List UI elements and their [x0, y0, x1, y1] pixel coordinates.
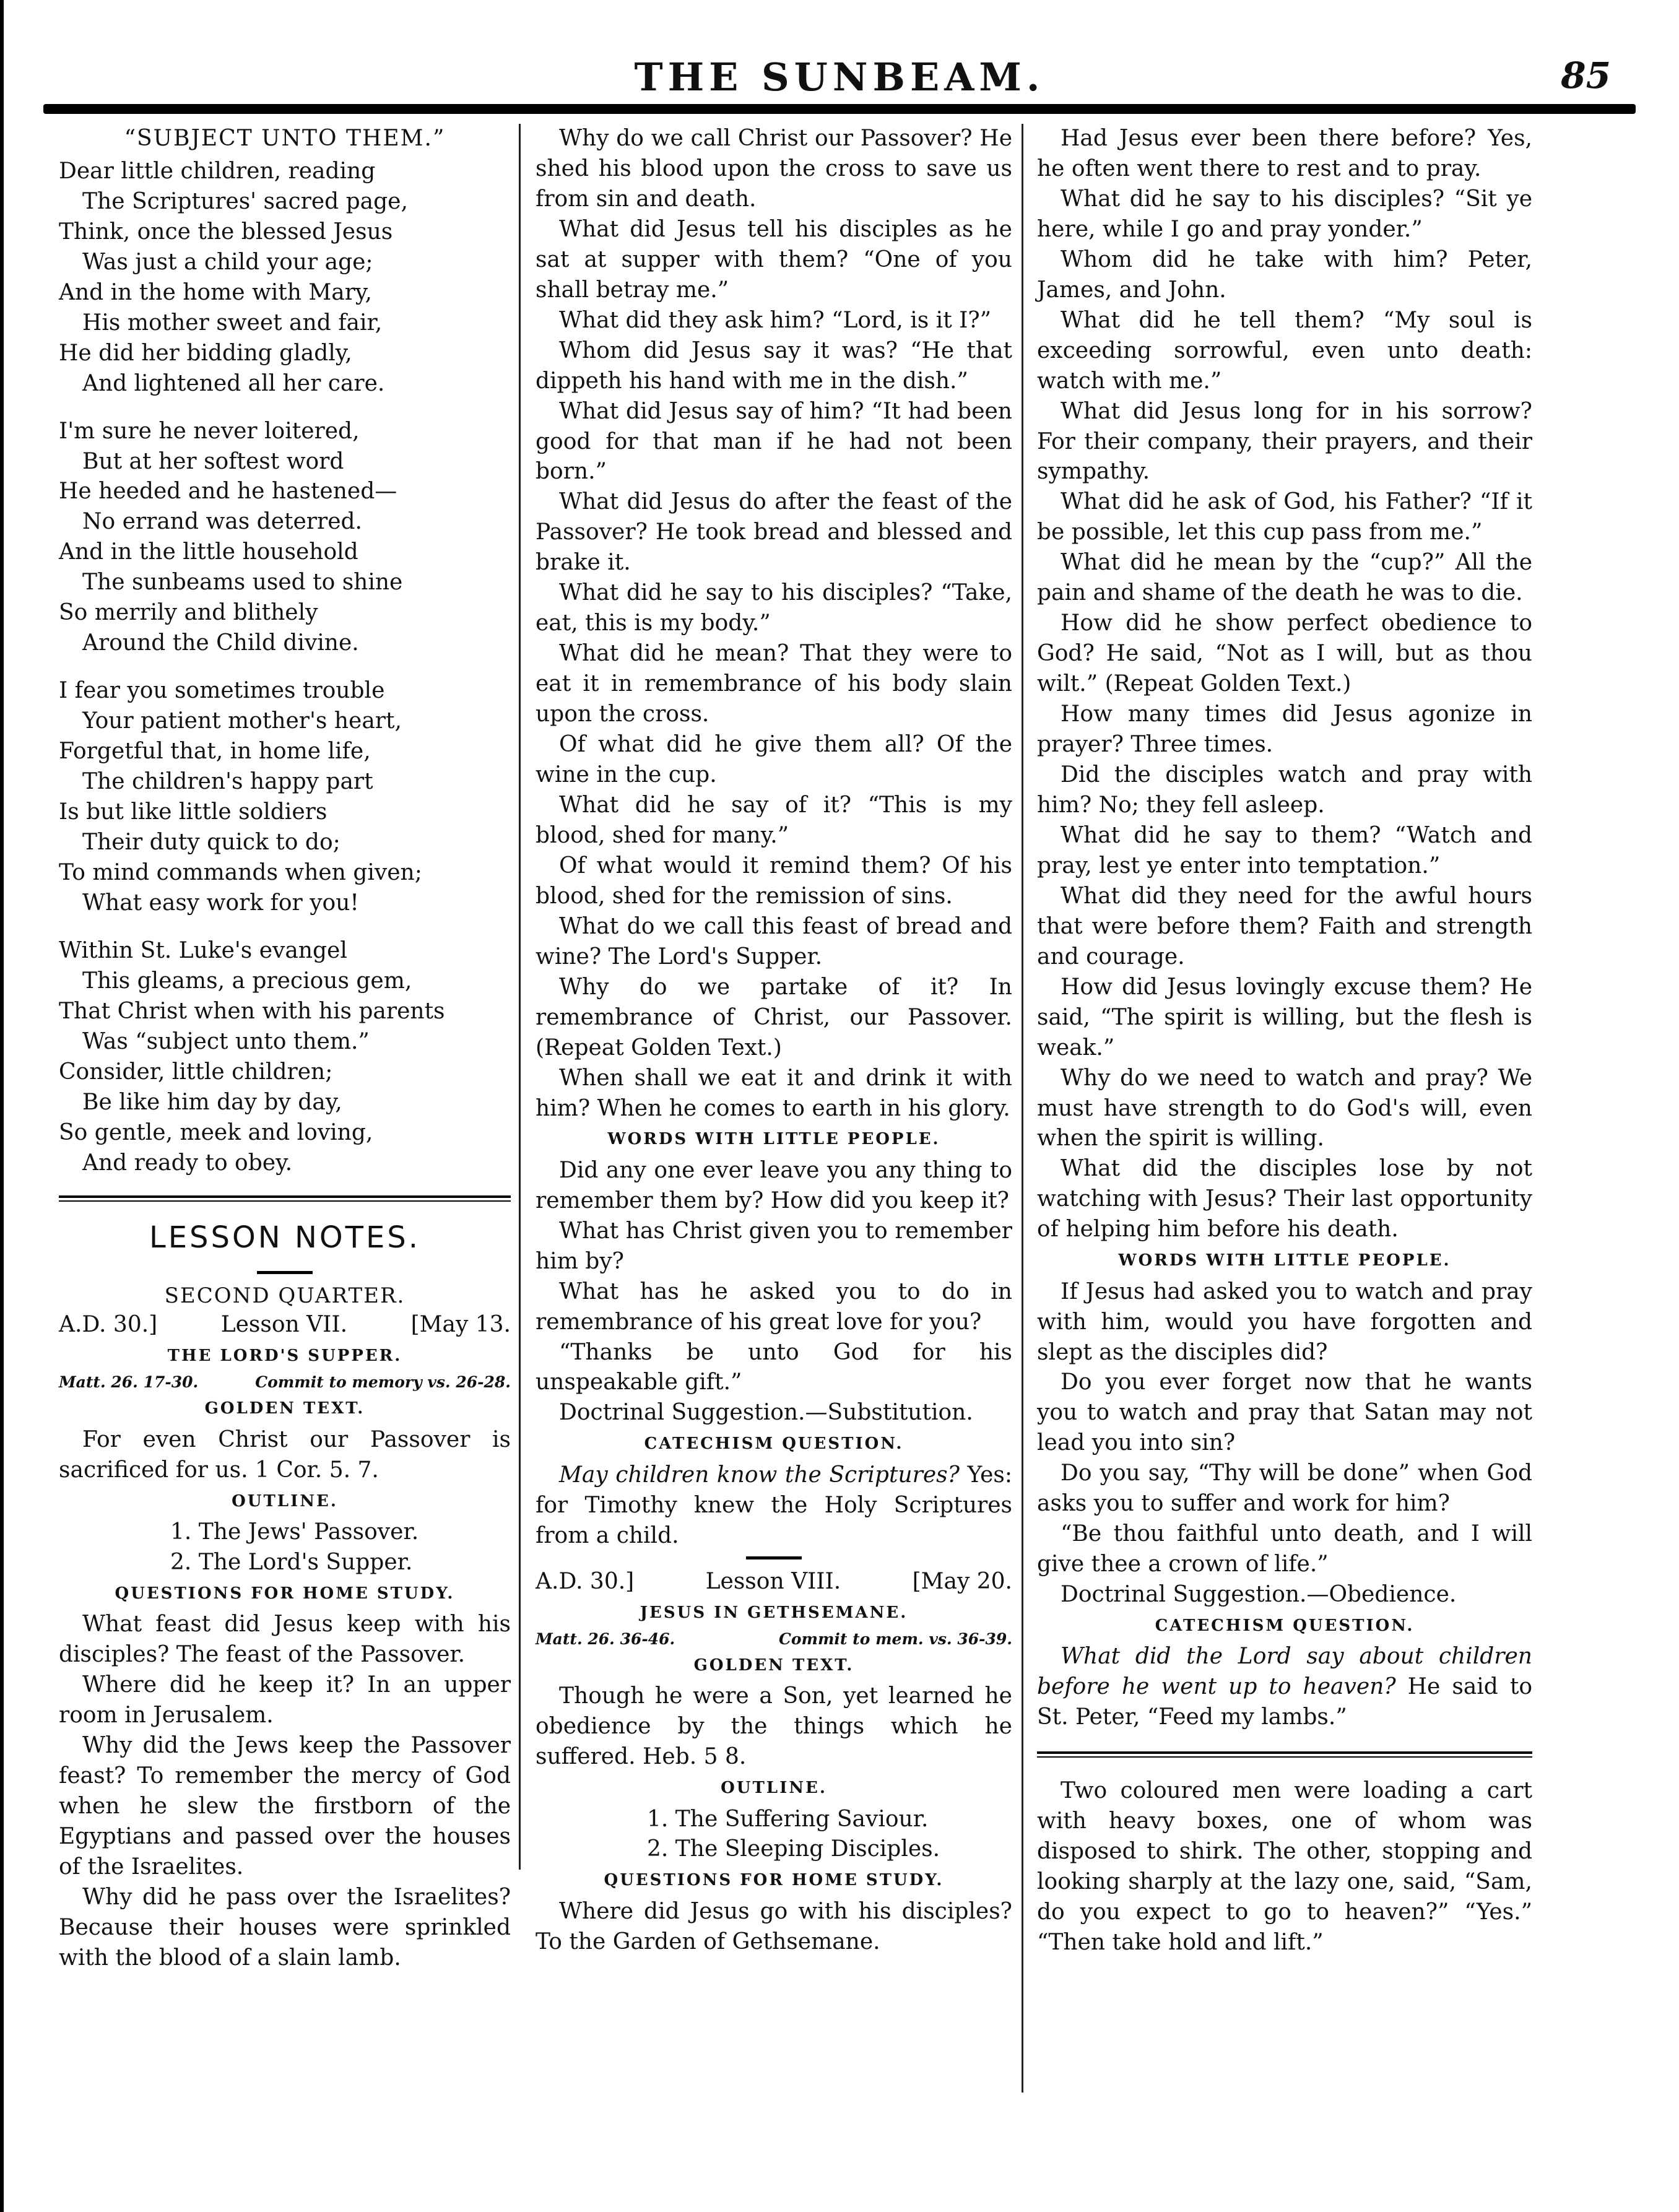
poem-stanza [59, 676, 511, 919]
lesson-8-memory-ref: Commit to mem. vs. 36-39. [778, 1629, 1012, 1648]
poem-line: This gleams, a precious gem, [82, 968, 412, 994]
words-item: Do you say, “Thy will be done” when God asks you to suffer and work for him? [1037, 1460, 1532, 1517]
lesson-notes-heading: LESSON NOTES. [149, 1220, 420, 1256]
question: What did Jesus long for in his sorrow? For their company, their prayers, and their sympathy. [1037, 398, 1532, 485]
poem-line: I fear you sometimes trouble [59, 678, 385, 704]
poem-line: I'm sure he never loitered, [59, 418, 360, 444]
poem-title: “SUBJECT UNTO THEM.” [124, 126, 446, 151]
poem-line: Forgetful that, in home life, [59, 739, 371, 765]
lesson-7-memory-ref: Commit to memory vs. 26-28. [255, 1373, 511, 1392]
lesson-7-questions-col2 [536, 124, 1012, 1124]
poem-line: And in the home with Mary, [59, 279, 372, 305]
questions-label: QUESTIONS FOR HOME STUDY. [115, 1584, 455, 1603]
lesson-8-date-right: [May 20. [912, 1568, 1012, 1594]
question: Whom did Jesus say it was? “He that dippeth his hand with me in the dish.” [536, 337, 1012, 394]
doctrinal-suggestion: Doctrinal Suggestion.—Substitution. [559, 1400, 973, 1426]
question: What did Jesus do after the feast of the Passover? He took bread and blessed and brake it. [536, 489, 1012, 576]
catechism-answer: Yes: for Timothy knew the Holy Scriptures from a child. [536, 1462, 1012, 1548]
quarter-heading: SECOND QUARTER. [164, 1283, 406, 1308]
poem-stanza [59, 157, 511, 399]
poem-line: Think, once the blessed Jesus [59, 219, 393, 245]
golden-text-label: GOLDEN TEXT. [693, 1655, 854, 1675]
question: What did he tell them? “My soul is exceeding sorrowful, even unto death: watch with me.” [1037, 307, 1532, 394]
poem-line: Around the Child divine. [82, 630, 359, 656]
question: What did they need for the awful hours that were before them? Faith and strength and courage. [1037, 883, 1532, 969]
header-rule [43, 104, 1636, 114]
lesson-7-reference [59, 1372, 511, 1393]
poem-line: His mother sweet and fair, [82, 310, 383, 336]
poem-line: Your patient mother's heart, [82, 708, 402, 734]
poem-stanza [59, 417, 511, 659]
poem-line: And in the little household [59, 539, 358, 565]
lesson-7-words [536, 1156, 1012, 1429]
outline-label: OUTLINE. [721, 1779, 827, 1798]
lesson-8-scripture-ref: Matt. 26. 36-46. [536, 1629, 675, 1648]
question: Why do we partake of it? In remembrance of Christ, our Passover. (Repeat Golden Text.) [536, 974, 1012, 1060]
poem-stanza [59, 936, 511, 1179]
question: Whom did he take with him? Peter, James, and John. [1037, 246, 1532, 303]
page-number: 85 [1561, 54, 1611, 97]
poem-line: But at her softest word [82, 448, 344, 474]
lesson-7-questions-col1 [59, 1610, 511, 1973]
golden-text-label: GOLDEN TEXT. [204, 1399, 365, 1418]
poem-line: The Scriptures' sacred page, [82, 188, 408, 214]
catechism-question: What did the Lord say about children before he went up to heaven? [1037, 1644, 1532, 1700]
catechism-label: CATECHISM QUESTION. [644, 1434, 904, 1454]
poem-line: Was “subject unto them.” [82, 1028, 370, 1054]
poem-line: The children's happy part [82, 769, 373, 795]
words-item: If Jesus had asked you to watch and pray with him, would you have forgotten and slept as the disciples did? [1037, 1278, 1532, 1365]
question: Did the disciples watch and pray with him? No; they fell asleep. [1037, 762, 1532, 818]
short-rule [746, 1556, 802, 1559]
words-item: “Be thou faithful unto death, and I will give thee a crown of life.” [1037, 1521, 1532, 1577]
poem-line: Dear little children, reading [59, 158, 376, 184]
poem-line: Within St. Luke's evangel [59, 937, 347, 963]
words-item: What has he asked you to do in remembrance of his great love for you? [536, 1278, 1012, 1335]
poem [59, 157, 511, 1179]
question: How did he show perfect obedience to God? He said, “Not as I will, but as thou wilt.” (Repeat Golden Text.) [1037, 610, 1532, 697]
catechism-answer: He said to St. Peter, “Feed my lambs.” [1037, 1674, 1532, 1730]
catechism [1037, 1642, 1532, 1733]
question: What did the disciples lose by not watching with Jesus? Their last opportunity of helping him before his death. [1037, 1156, 1532, 1243]
question: Of what did he give them all? Of the wine in the cup. [536, 732, 1012, 788]
poem-line: That Christ when with his parents [59, 998, 445, 1024]
section-rule [1037, 1751, 1532, 1758]
lesson-7-line [59, 1310, 511, 1340]
words-label: WORDS WITH LITTLE PEOPLE. [607, 1130, 940, 1149]
column-divider [519, 124, 521, 1870]
outline-item: 1. The Suffering Saviour. [647, 1806, 929, 1832]
words-item: Do you ever forget now that he wants you to watch and pray that Satan may not lead you into sin? [1037, 1369, 1532, 1456]
poem-line: He did her bidding gladly, [59, 340, 352, 366]
question: Of what would it remind them? Of his blood, shed for the remission of sins. [536, 852, 1012, 909]
short-rule [257, 1271, 313, 1274]
newspaper-title: THE SUNBEAM. [634, 54, 1045, 100]
question: What did he say to his disciples? “Take, eat, this is my body.” [536, 580, 1012, 636]
lesson-8-reference [536, 1629, 1012, 1650]
lesson-8-line [536, 1567, 1012, 1597]
poem-line: And ready to obey. [82, 1150, 293, 1176]
question: What did he mean? That they were to eat it in remembrance of his body slain upon the cross. [536, 641, 1012, 727]
question: What did they ask him? “Lord, is it I?” [559, 307, 992, 333]
lesson-7-date-right: [May 13. [410, 1311, 511, 1337]
poem-line: What easy work for you! [82, 890, 359, 916]
question: How many times did Jesus agonize in prayer? Three times. [1037, 701, 1532, 758]
poem-line: He heeded and he hastened— [59, 479, 397, 505]
lesson-8-words [1037, 1277, 1532, 1610]
question: What did he say to them? “Watch and pray, lest ye enter into temptation.” [1037, 822, 1532, 878]
page-edge [0, 0, 4, 2212]
poem-line: So merrily and blithely [59, 600, 318, 626]
poem-line: Was just a child your age; [82, 249, 373, 275]
doctrinal-suggestion: Doctrinal Suggestion.—Obedience. [1061, 1582, 1457, 1608]
poem-line: To mind commands when given; [59, 859, 422, 885]
outline-label: OUTLINE. [232, 1491, 338, 1511]
lesson-8-topic: JESUS IN GETHSEMANE. [640, 1603, 908, 1622]
question: What did he say of it? “This is my blood, shed for many.” [536, 792, 1012, 848]
lesson-8-number: Lesson VIII. [705, 1568, 841, 1594]
poem-line: The sunbeams used to shine [82, 570, 403, 596]
lesson-7-topic: THE LORD'S SUPPER. [167, 1346, 402, 1365]
words-label: WORDS WITH LITTLE PEOPLE. [1118, 1251, 1451, 1270]
question: What feast did Jesus keep with his disciples? The feast of the Passover. [59, 1611, 511, 1668]
column-1 [59, 124, 511, 2101]
poem-line: Is but like little soldiers [59, 799, 328, 825]
question: When shall we eat it and drink it with him? When he comes to earth in his glory. [536, 1065, 1012, 1121]
outline-item: 2. The Lord's Supper. [170, 1549, 413, 1575]
question: What did he ask of God, his Father? “If it be possible, let this cup pass from me.” [1037, 489, 1532, 545]
question: What do we call this feast of bread and wine? The Lord's Supper. [536, 913, 1012, 969]
poem-line: No errand was deterred. [82, 509, 363, 535]
outline-item: 2. The Sleeping Disciples. [647, 1836, 940, 1862]
words-item: What has Christ given you to remember him by? [536, 1218, 1012, 1274]
anecdote: Two coloured men were loading a cart with heavy boxes, one of whom was disposed to shirk. The other, stopping and looking sharply at the lazy one, said, “Sam, do you expect to go to heaven?” “Yes.” “Then take hold and lift.” [1037, 1778, 1532, 1956]
question: Why do we call Christ our Passover? He shed his blood upon the cross to save us from sin and death. [536, 126, 1012, 212]
poem-line: Their duty quick to do; [82, 829, 341, 855]
golden-text: Though he were a Son, yet learned he obedience by the things which he suffered. Heb. 5 8. [536, 1683, 1012, 1770]
words-item: Did any one ever leave you any thing to remember them by? How did you keep it? [536, 1157, 1012, 1213]
question: Why do we need to watch and pray? We must have strength to do God's will, even when the spirit is willing. [1037, 1065, 1532, 1152]
catechism-question: May children know the Scriptures? [559, 1462, 960, 1488]
column-3 [1037, 124, 1532, 2101]
column-divider [1022, 124, 1023, 2093]
catechism-label: CATECHISM QUESTION. [1155, 1616, 1415, 1636]
lesson-7-number: Lesson VII. [220, 1311, 348, 1337]
question: Where did Jesus go with his disciples? To the Garden of Gethsemane. [536, 1898, 1012, 1954]
lesson-8-date-left: A.D. 30.] [536, 1568, 635, 1594]
question: How did Jesus lovingly excuse them? He said, “The spirit is willing, but the flesh is weak.” [1037, 974, 1532, 1060]
outline-item: 1. The Jews' Passover. [170, 1519, 419, 1545]
lesson-7-date-left: A.D. 30.] [59, 1311, 158, 1337]
lesson-8-questions-col3 [1037, 124, 1532, 1245]
poem-line: And lightened all her care. [82, 370, 385, 396]
question: Why did he pass over the Israelites? Because their houses were sprinkled with the blood of a slain lamb. [59, 1884, 511, 1971]
question: What did he mean by the “cup?” All the pain and shame of the death he was to die. [1037, 550, 1532, 606]
question: Had Jesus ever been there before? Yes, he often went there to rest and to pray. [1037, 126, 1532, 181]
poem-line: Consider, little children; [59, 1059, 333, 1085]
questions-label: QUESTIONS FOR HOME STUDY. [604, 1871, 944, 1890]
golden-text: For even Christ our Passover is sacrificed for us. 1 Cor. 5. 7. [59, 1426, 511, 1483]
catechism [536, 1460, 1012, 1551]
poem-line: So gentle, meek and loving, [59, 1119, 373, 1145]
question: What did Jesus tell his disciples as he sat at supper with them? “One of you shall betray me.” [536, 216, 1012, 303]
question: Where did he keep it? In an upper room in Jerusalem. [59, 1672, 511, 1728]
column-2 [536, 124, 1012, 2101]
question: What did he say to his disciples? “Sit ye here, while I go and pray yonder.” [1037, 186, 1532, 242]
question: What did Jesus say of him? “It had been good for that man if he had not been born.” [536, 398, 1012, 485]
lesson-7-scripture-ref: Matt. 26. 17-30. [59, 1373, 199, 1392]
question: Why did the Jews keep the Passover feast? To remember the mercy of God when he slew the firstborn of the Egyptians and passed over the houses of the Israelites. [59, 1732, 511, 1880]
poem-line: Be like him day by day, [82, 1089, 342, 1115]
section-rule [59, 1195, 511, 1202]
words-item: “Thanks be unto God for his unspeakable gift.” [536, 1339, 1012, 1395]
